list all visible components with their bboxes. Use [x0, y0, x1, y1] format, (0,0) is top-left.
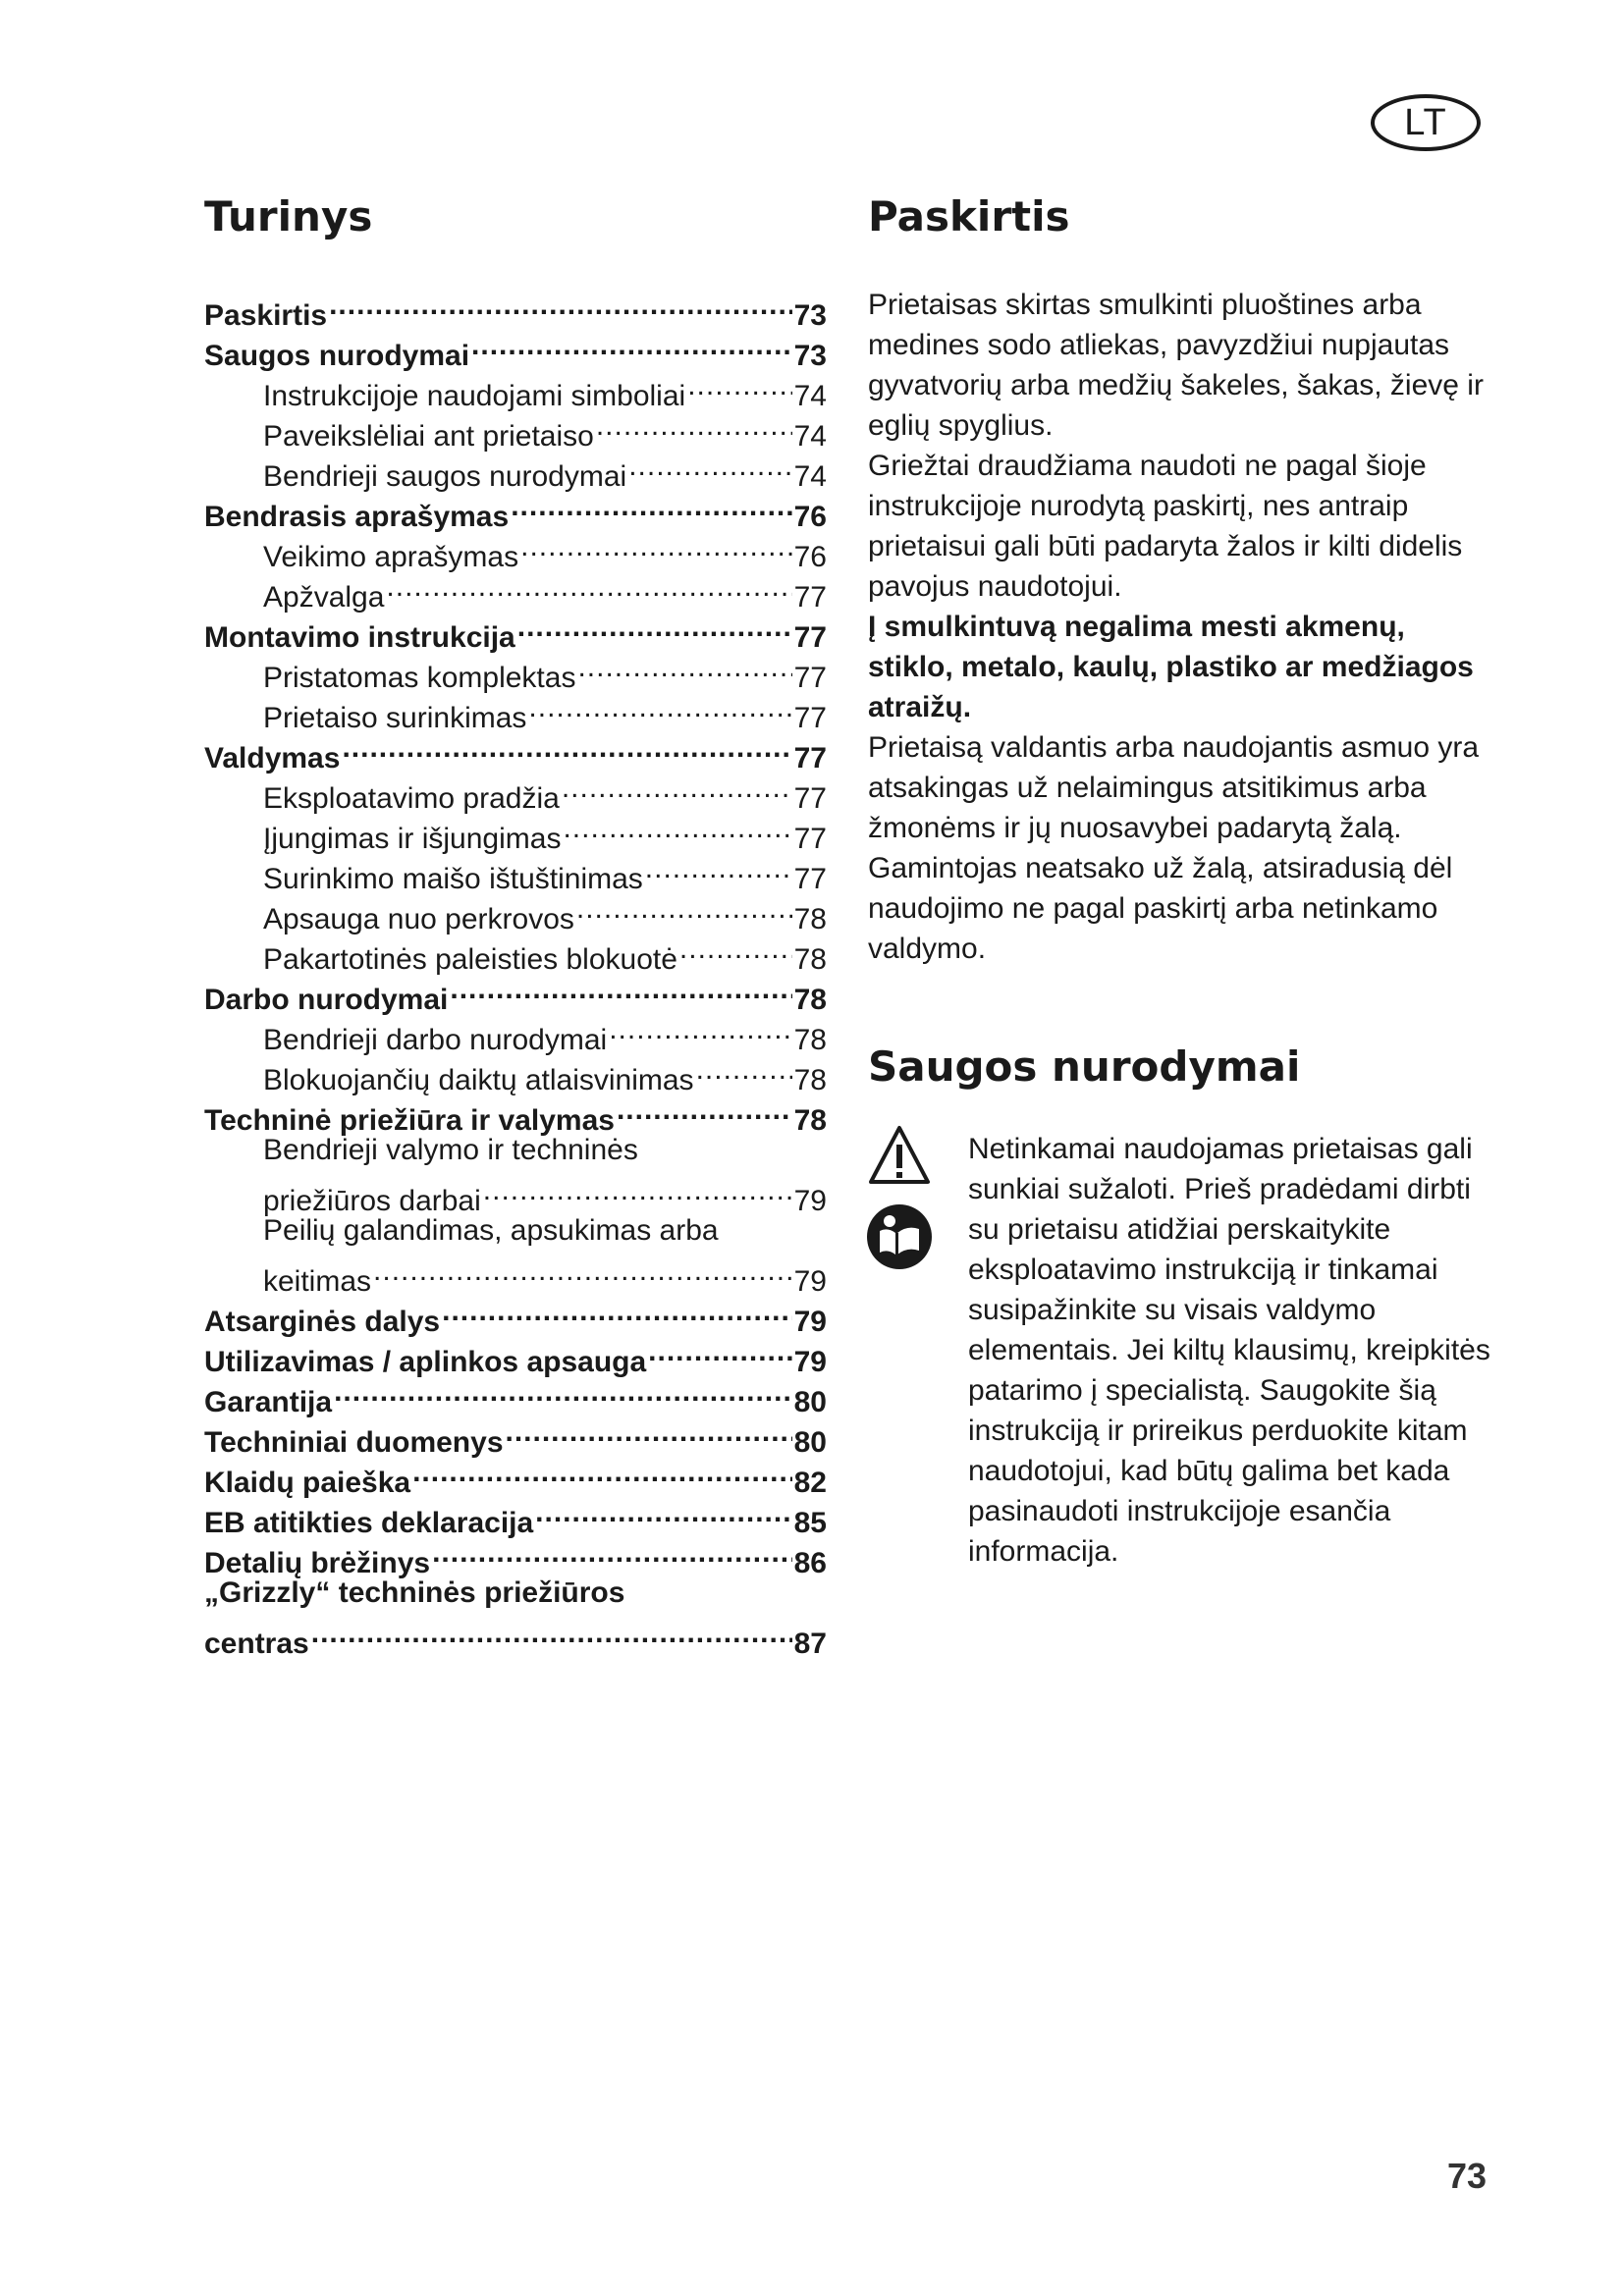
toc-entry-label: Apžvalga [263, 581, 385, 614]
toc-entry [204, 1130, 827, 1170]
toc-entry-page: 73 [793, 299, 827, 332]
purpose-warning: Į smulkintuvą negalima mesti akmenų, stiklo, metalo, kaulų, plastiko ar medžiagos atraižų. [868, 611, 1474, 723]
toc-leader-dots [679, 929, 792, 969]
toc-leader-dots [577, 647, 791, 687]
toc-entry-page: 82 [793, 1467, 827, 1499]
toc-leader-dots [535, 1492, 791, 1532]
toc-entry-page: 78 [793, 1024, 827, 1056]
toc-entry-page: 79 [793, 1185, 827, 1217]
toc-entry-page: 78 [793, 1104, 827, 1137]
toc-entry-page: 76 [793, 541, 827, 573]
safety-text: Netinkamai naudojamas prietaisas gali sunkiai sužaloti. Prieš pradėdami dirbti su prietaisu atidžiai perskaitykite eksploatavimo instrukciją ir tinkamai susipažinkite su visais valdymo elementais. Jei kiltų klausimų, kreipkitės patarimo į specialistą. Saugokite šią instrukciją ir prireikus perduokite kitam naudotojui, kad būtų galima bet kada pasinaudoti instrukcijoje esančia informacija. [968, 1133, 1490, 1568]
toc-leader-dots [442, 1291, 792, 1331]
toc-entry-page: 78 [793, 903, 827, 935]
toc-entry-page: 77 [793, 662, 827, 694]
toc-leader-dots [687, 365, 791, 405]
toc-leader-dots [517, 607, 792, 647]
toc-entry-page: 79 [793, 1306, 827, 1338]
toc-entry-label: Bendrieji valymo ir techninės [263, 1134, 638, 1166]
toc-entry [204, 1251, 827, 1298]
toc-entry-label: Prietaiso surinkimas [263, 702, 527, 734]
toc-entry-page: 78 [793, 1064, 827, 1096]
toc-leader-dots [311, 1613, 792, 1653]
toc-entry-label: Detalių brėžinys [204, 1547, 431, 1579]
toc-leader-dots [563, 808, 791, 848]
toc-leader-dots [329, 285, 792, 325]
toc-entry-label: priežiūros darbai [263, 1185, 481, 1217]
purpose-section [868, 285, 1496, 969]
toc-entry-label: Pakartotinės paleisties blokuotė [263, 943, 677, 976]
toc-entry [204, 1573, 827, 1613]
toc-entry-page: 74 [793, 380, 827, 412]
toc-leader-dots [528, 687, 791, 727]
toc-entry-page: 77 [793, 823, 827, 855]
toc-entry-label: Veikimo aprašymas [263, 541, 519, 573]
toc-entry-label: Utilizavimas / aplinkos apsauga [204, 1346, 647, 1378]
toc-title: Turinys [204, 192, 373, 240]
toc-leader-dots [520, 526, 792, 566]
toc-entry-page: 79 [793, 1265, 827, 1298]
toc-leader-dots [483, 1170, 792, 1210]
toc-leader-dots [645, 848, 792, 888]
purpose-paragraph: Griežtai draudžiama naudoti ne pagal šioje instrukcijoje nurodytą paskirtį, nes antraip prietaisui gali būti padaryta žalos ir kilti didelis pavojus naudotojui. [868, 450, 1463, 603]
toc-entry-label: Instrukcijoje naudojami simboliai [263, 380, 686, 412]
purpose-title: Paskirtis [868, 192, 1070, 240]
toc-leader-dots [596, 405, 792, 446]
toc-entry-label: Bendrasis aprašymas [204, 501, 510, 533]
toc-entry-page: 77 [793, 621, 827, 654]
toc-entry-page: 86 [793, 1547, 827, 1579]
read-manual-icon [866, 1203, 933, 1270]
toc-entry-label: Klaidų paieška [204, 1467, 411, 1499]
toc-entry-label: Bendrieji saugos nurodymai [263, 460, 627, 493]
toc-entry-label: Saugos nurodymai [204, 340, 470, 372]
toc-entry-label: EB atitikties deklaracija [204, 1507, 534, 1539]
toc-entry-page: 78 [793, 984, 827, 1016]
toc-leader-dots [373, 1251, 792, 1291]
toc-entry-page: 87 [793, 1628, 827, 1660]
toc-entry-label: Valdymas [204, 742, 341, 774]
page-number: 73 [1446, 2156, 1487, 2196]
table-of-contents [204, 285, 827, 1660]
purpose-paragraph: Prietaisą valdantis arba naudojantis asmuo yra atsakingas už nelaimingus atsitikimus arba žmonėms ir jų nuosavybei padarytą žalą. [868, 731, 1480, 844]
toc-entry-label: Peilių galandimas, apsukimas arba [263, 1214, 719, 1247]
toc-entry-label: Garantija [204, 1386, 333, 1418]
toc-leader-dots [696, 1049, 792, 1090]
toc-entry-label: Įjungimas ir išjungimas [263, 823, 562, 855]
toc-entry-page: 73 [793, 340, 827, 372]
toc-entry-page: 74 [793, 460, 827, 493]
toc-entry-page: 85 [793, 1507, 827, 1539]
toc-entry-label: Bendrieji darbo nurodymai [263, 1024, 608, 1056]
toc-leader-dots [471, 325, 792, 365]
toc-entry [204, 1210, 827, 1251]
toc-entry-page: 77 [793, 742, 827, 774]
toc-entry-label: Surinkimo maišo ištuštinimas [263, 863, 643, 895]
toc-entry-page: 77 [793, 782, 827, 815]
toc-entry-page: 79 [793, 1346, 827, 1378]
toc-entry-label: Atsarginės dalys [204, 1306, 441, 1338]
toc-entry-label: Darbo nurodymai [204, 984, 449, 1016]
toc-entry-page: 77 [793, 863, 827, 895]
language-badge: LT [1371, 94, 1481, 151]
toc-leader-dots [609, 1009, 791, 1049]
toc-entry-label: Techninė priežiūra ir valymas [204, 1104, 615, 1137]
toc-entry-page: 78 [793, 943, 827, 976]
toc-entry-page: 77 [793, 702, 827, 734]
toc-leader-dots [617, 1090, 792, 1130]
warning-triangle-icon [868, 1125, 931, 1186]
toc-entry [204, 1613, 827, 1660]
toc-leader-dots [450, 969, 791, 1009]
toc-entry-page: 76 [793, 501, 827, 533]
toc-leader-dots [648, 1331, 791, 1371]
toc-entry [204, 285, 827, 332]
toc-leader-dots [386, 566, 791, 607]
purpose-paragraph: Prietaisas skirtas smulkinti pluoštines arba medines sodo atliekas, pavyzdžiui nupjautas gyvatvorių arba medžių šakeles, šakas, žievę ir eglių spyglius. [868, 289, 1484, 442]
toc-entry-label: „Grizzly“ techninės priežiūros [204, 1576, 625, 1609]
toc-entry-page: 80 [793, 1386, 827, 1418]
toc-leader-dots [432, 1532, 792, 1573]
toc-entry-label: Paveikslėliai ant prietaiso [263, 420, 594, 453]
toc-entry-page: 80 [793, 1426, 827, 1459]
toc-leader-dots [412, 1452, 792, 1492]
toc-entry-label: Apsauga nuo perkrovos [263, 903, 574, 935]
toc-entry-page: 74 [793, 420, 827, 453]
toc-entry-label: Eksploatavimo pradžia [263, 782, 560, 815]
toc-entry-label: Montavimo instrukcija [204, 621, 515, 654]
toc-leader-dots [562, 768, 792, 808]
toc-entry-label: centras [204, 1628, 309, 1660]
toc-leader-dots [628, 446, 791, 486]
toc-entry [204, 1170, 827, 1217]
toc-entry-page: 77 [793, 581, 827, 614]
toc-entry-label: keitimas [263, 1265, 372, 1298]
toc-leader-dots [506, 1412, 792, 1452]
toc-entry-label: Pristatomas komplektas [263, 662, 576, 694]
toc-leader-dots [342, 727, 791, 768]
toc-leader-dots [334, 1371, 792, 1412]
toc-entry-label: Techniniai duomenys [204, 1426, 504, 1459]
toc-leader-dots [576, 888, 792, 929]
toc-entry-label: Blokuojančių daiktų atlaisvinimas [263, 1064, 694, 1096]
purpose-paragraph: Gamintojas neatsako už žalą, atsiradusią dėl naudojimo ne pagal paskirtį arba netinkamo valdymo. [868, 852, 1453, 965]
toc-entry-label: Paskirtis [204, 299, 328, 332]
safety-title: Saugos nurodymai [868, 1042, 1301, 1091]
toc-leader-dots [511, 486, 791, 526]
